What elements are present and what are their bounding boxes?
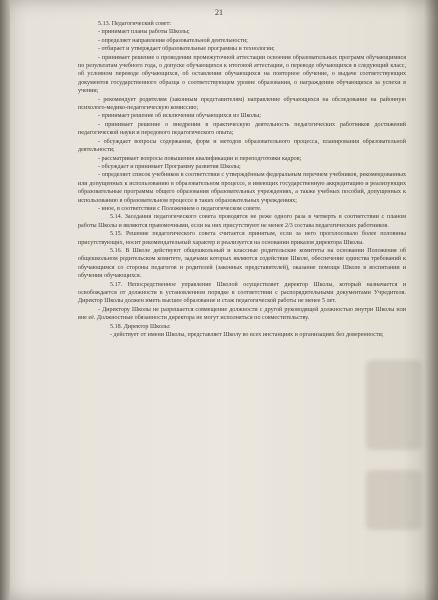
document-body	[78, 20, 406, 339]
clause-paragraph: 5.15. Решение педагогического совета считается принятым, если за него проголосовало более половины присутствующих, носит рекомендательный характер и реализуется на основании приказов директора Школы.	[78, 231, 406, 246]
list-item: - действует от имени Школы, представляет Школу во всех инстанциях и организациях без доверенности;	[110, 332, 384, 339]
list-item: - обсуждает и принимает Программу развития Школы;	[98, 163, 241, 170]
list-item: - определяет список учебников в соответствии с утверждённым федеральным перечнем учебников, рекомендованных или допущенных к использованию в образовательном процессе, в имеющих государственную аккредитацию и реализующих образовательные программы общего образования образовательных учреждениях, а также учебных пособий, допущенных к использованию в образовательном процессе в таких образовательных учреждениях;	[78, 172, 406, 204]
list-item: - обсуждает вопросы содержания, форм и методов образовательного процесса, планирования образовательной деятельности;	[78, 138, 406, 154]
list-item: - рассматривает вопросы повышения квалификации и переподготовки кадров;	[98, 155, 302, 162]
list-item: - Директору Школы не разрешается совмещение должности с другой руководящей должностью внутри Школы или вне её. Должностные обязанности директора не могут исполняться по совместительству.	[78, 306, 406, 322]
section-heading: 5.13. Педагогический совет:	[98, 21, 171, 27]
list-item: - рекомендует родителям (законным представителям) направление обучающихся на обследование на районную психолого-медико-педагогическую комиссию;	[78, 96, 406, 112]
list-item: - принимает решение об исключении обучающихся из Школы;	[98, 113, 261, 120]
clause-paragraph: 5.14. Заседания педагогического совета проводятся не реже одного раза в четверть в соответствии с планом работы Школы и являются правомочными, если на них присутствуют не менее 2/3 состава педагогических работников.	[78, 214, 406, 229]
list-item: - принимает планы работы Школы;	[98, 29, 190, 36]
list-item: - принимает решение о проведении промежуточной аттестации освоения образовательных программ обучающимися по результатам учебного года, о допуске обучающихся к итоговой аттестации, о переводе обучающихся в следующий класс, об условном переводе обучающихся, об оставлении обучающихся на повторное обучение, о выдаче соответствующих документов государственного образца о соответствующем уровне образования, о награждении обучающихся за успехи в учении;	[78, 54, 406, 95]
list-item: - определяет направления образовательной деятельности;	[98, 37, 248, 44]
page-number: 21	[215, 8, 223, 17]
list-item: - отбирает и утверждает образовательные программы и технологии;	[98, 46, 275, 53]
clause-paragraph: 5.17. Непосредственное управление Школой осуществляет директор Школы, который назначается и освобождается от должности в установленном порядке в соответствии с распорядительными документами Учредителя. Директор Школы должен иметь высшее образование и стаж педагогической работы не менее 5 лет.	[78, 281, 406, 305]
binding-shadow	[366, 360, 422, 450]
section-heading: 5.18. Директор Школы:	[110, 323, 171, 330]
list-item: - иное, в соответствии с Положением о педагогическом совете.	[98, 205, 262, 212]
list-item: - принимает решение о внедрении в практическую деятельность педагогических работников достижений педагогической науки и передового педагогического опыта;	[78, 121, 406, 137]
binding-shadow	[366, 470, 422, 530]
clause-paragraph: 5.16. В Школе действуют общешкольный и классные родительские комитеты на основании Положения об общешкольном родительском комитете, задачами которых являются содействие Школе, обеспечение единства требований к обучающимся со стороны педагогов и родителей (законных представителей), оказание помощи Школе в воспитании и обучении обучающихся.	[78, 247, 406, 280]
